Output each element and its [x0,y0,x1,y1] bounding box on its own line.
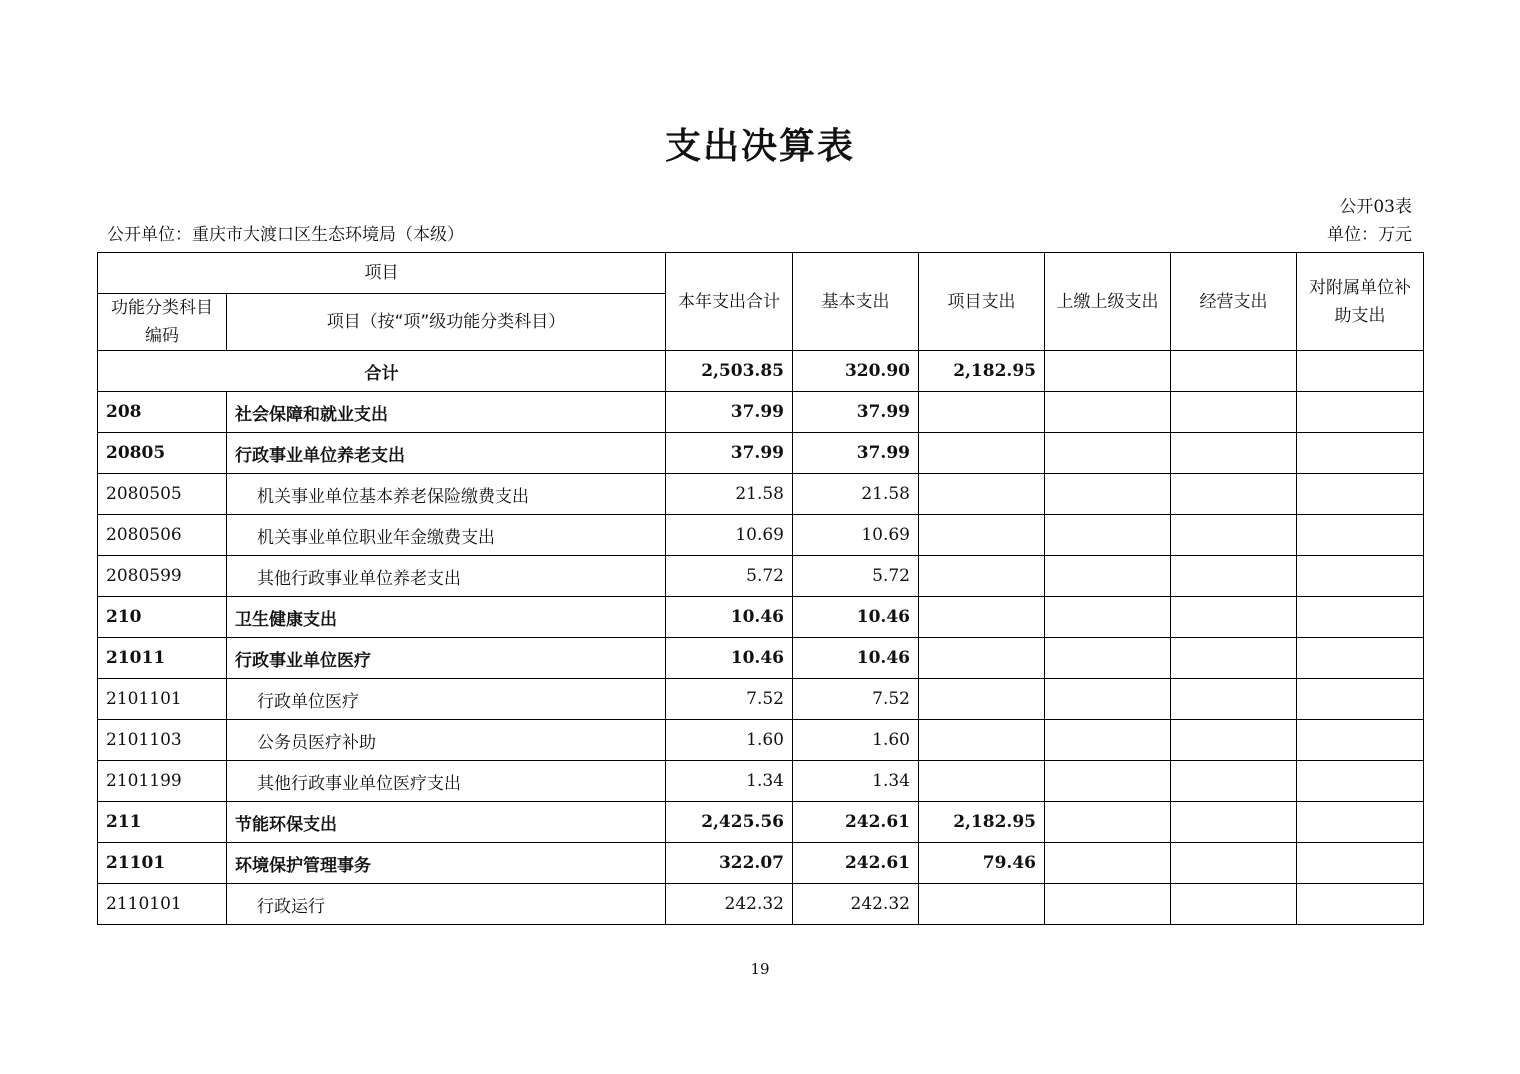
row-name: 节能环保支出 [227,802,666,843]
table-row [98,843,1424,884]
table-row [98,392,1424,433]
form-number: 公开03表 [1339,197,1412,217]
row-name: 机关事业单位职业年金缴费支出 [227,515,666,556]
row-business [1171,474,1297,515]
currency-unit: 单位：万元 [1327,225,1412,245]
table-row [98,884,1424,925]
total-row [98,351,1424,392]
row-upper [1045,802,1171,843]
row-subsidy [1297,720,1424,761]
row-business [1171,720,1297,761]
row-code: 21011 [98,638,227,679]
row-business [1171,884,1297,925]
row-project [919,720,1045,761]
row-subsidy [1297,392,1424,433]
row-total: 322.07 [666,843,793,884]
row-basic: 10.46 [793,638,919,679]
row-upper [1045,597,1171,638]
row-business [1171,597,1297,638]
row-basic: 5.72 [793,556,919,597]
row-name: 行政事业单位养老支出 [227,433,666,474]
row-upper [1045,474,1171,515]
row-total: 10.46 [666,597,793,638]
row-business [1171,761,1297,802]
row-subsidy [1297,802,1424,843]
row-upper [1045,515,1171,556]
total-subsidy [1297,351,1424,392]
table-row [98,474,1424,515]
table-row [98,679,1424,720]
row-project [919,679,1045,720]
row-business [1171,392,1297,433]
row-project [919,433,1045,474]
row-upper [1045,679,1171,720]
row-total: 7.52 [666,679,793,720]
row-code: 2080506 [98,515,227,556]
row-name: 机关事业单位基本养老保险缴费支出 [227,474,666,515]
row-name: 环境保护管理事务 [227,843,666,884]
row-total: 5.72 [666,556,793,597]
row-upper [1045,884,1171,925]
table-row [98,761,1424,802]
row-code: 2101199 [98,761,227,802]
row-total: 1.60 [666,720,793,761]
row-code: 2101103 [98,720,227,761]
row-subsidy [1297,474,1424,515]
row-basic: 7.52 [793,679,919,720]
row-subsidy [1297,597,1424,638]
reporting-unit: 公开单位：重庆市大渡口区生态环境局（本级） [107,225,464,245]
header-item: 项目（按“项”级功能分类科目） [227,294,666,351]
row-code: 2110101 [98,884,227,925]
row-name: 行政运行 [227,884,666,925]
row-subsidy [1297,638,1424,679]
row-code: 20805 [98,433,227,474]
row-subsidy [1297,679,1424,720]
row-subsidy [1297,884,1424,925]
row-total: 1.34 [666,761,793,802]
header-upper: 上缴上级支出 [1045,253,1171,351]
row-code: 210 [98,597,227,638]
row-business [1171,802,1297,843]
row-business [1171,433,1297,474]
row-upper [1045,433,1171,474]
row-project [919,884,1045,925]
row-total: 37.99 [666,433,793,474]
row-subsidy [1297,556,1424,597]
header-item-group: 项目 [98,253,666,294]
row-project [919,761,1045,802]
total-project: 2,182.95 [919,351,1045,392]
header-project: 项目支出 [919,253,1045,351]
row-subsidy [1297,761,1424,802]
row-name: 公务员医疗补助 [227,720,666,761]
row-business [1171,556,1297,597]
table-row [98,638,1424,679]
row-name: 行政事业单位医疗 [227,638,666,679]
page-title: 支出决算表 [664,126,855,167]
row-basic: 21.58 [793,474,919,515]
row-subsidy [1297,843,1424,884]
header-basic: 基本支出 [793,253,919,351]
row-name: 其他行政事业单位养老支出 [227,556,666,597]
row-project [919,556,1045,597]
row-code: 2080505 [98,474,227,515]
row-total: 21.58 [666,474,793,515]
table-row [98,556,1424,597]
row-code: 2101101 [98,679,227,720]
row-code: 211 [98,802,227,843]
row-basic: 10.69 [793,515,919,556]
row-upper [1045,638,1171,679]
row-business [1171,515,1297,556]
row-business [1171,843,1297,884]
row-upper [1045,556,1171,597]
row-project: 2,182.95 [919,802,1045,843]
row-business [1171,638,1297,679]
total-upper [1045,351,1171,392]
row-upper [1045,761,1171,802]
header-total: 本年支出合计 [666,253,793,351]
row-total: 242.32 [666,884,793,925]
total-label: 合计 [98,351,666,392]
total-total: 2,503.85 [666,351,793,392]
header-business: 经营支出 [1171,253,1297,351]
table-row [98,515,1424,556]
row-basic: 242.32 [793,884,919,925]
row-business [1171,679,1297,720]
row-subsidy [1297,433,1424,474]
row-basic: 10.46 [793,597,919,638]
row-name: 行政单位医疗 [227,679,666,720]
row-basic: 37.99 [793,433,919,474]
row-subsidy [1297,515,1424,556]
table-row [98,433,1424,474]
row-total: 10.46 [666,638,793,679]
header-code: 功能分类科目编码 [98,294,227,351]
table-body [98,351,1424,925]
row-code: 208 [98,392,227,433]
row-basic: 37.99 [793,392,919,433]
row-basic: 1.34 [793,761,919,802]
row-basic: 1.60 [793,720,919,761]
row-project: 79.46 [919,843,1045,884]
row-total: 10.69 [666,515,793,556]
total-business [1171,351,1297,392]
table-header [98,253,1424,351]
row-name: 卫生健康支出 [227,597,666,638]
row-name: 其他行政事业单位医疗支出 [227,761,666,802]
row-project [919,392,1045,433]
row-project [919,597,1045,638]
row-basic: 242.61 [793,802,919,843]
row-code: 2080599 [98,556,227,597]
row-name: 社会保障和就业支出 [227,392,666,433]
header-subsidy: 对附属单位补助支出 [1297,253,1424,351]
row-upper [1045,843,1171,884]
row-project [919,515,1045,556]
row-total: 2,425.56 [666,802,793,843]
expenditure-table [97,252,1424,925]
page-number: 19 [750,960,770,978]
table-row [98,802,1424,843]
row-project [919,638,1045,679]
table-row [98,597,1424,638]
total-basic: 320.90 [793,351,919,392]
row-upper [1045,720,1171,761]
row-code: 21101 [98,843,227,884]
row-project [919,474,1045,515]
table-row [98,720,1424,761]
row-total: 37.99 [666,392,793,433]
row-basic: 242.61 [793,843,919,884]
row-upper [1045,392,1171,433]
